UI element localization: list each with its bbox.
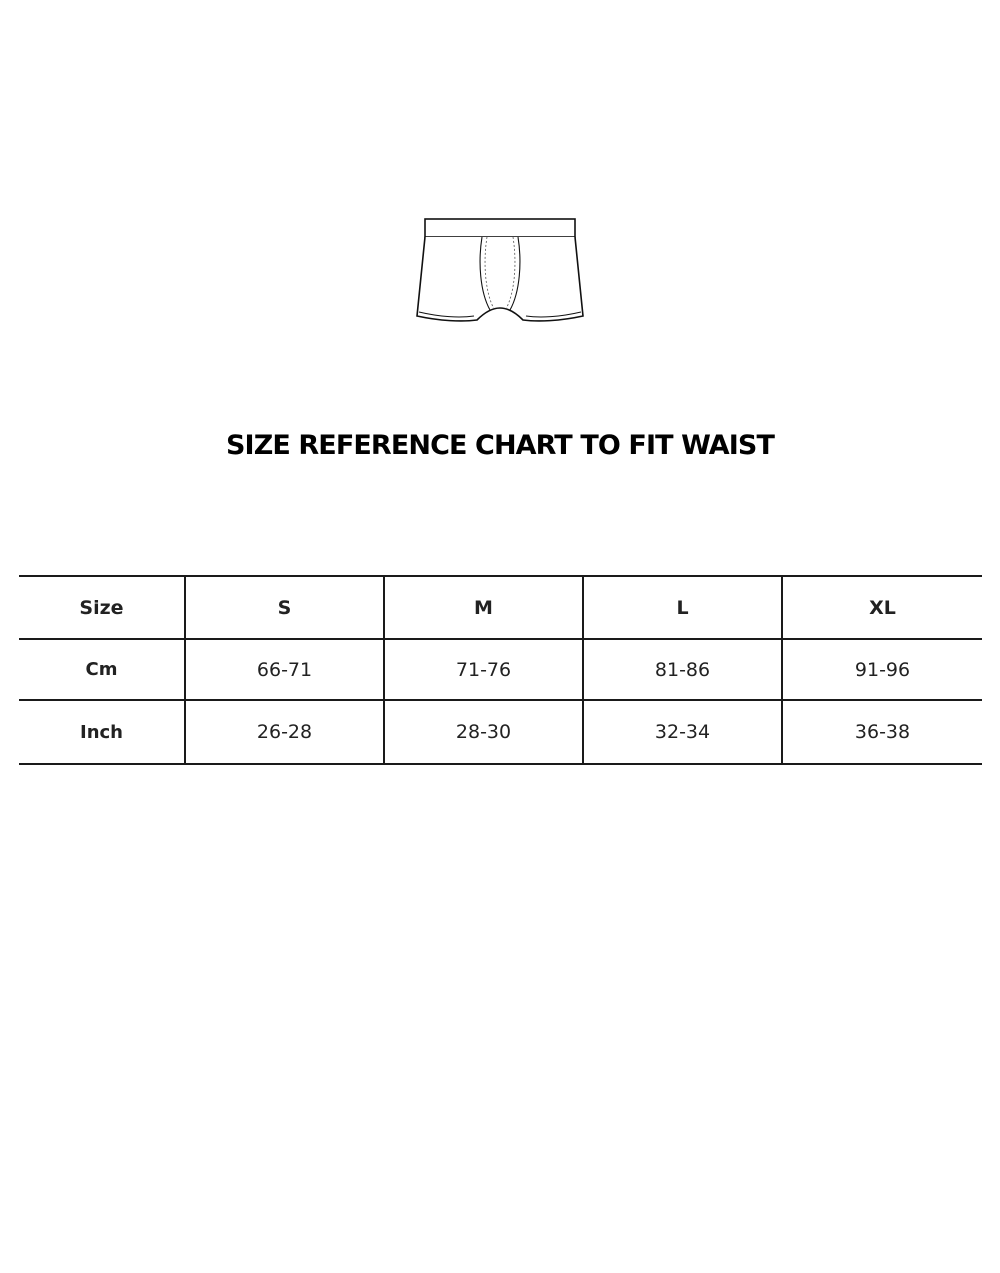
row-label-cm: Cm [19,639,185,700]
table-cell: 32-34 [583,700,782,764]
size-l-header: L [583,576,782,639]
table-row [19,639,982,700]
size-xl-header: XL [782,576,982,639]
table-cell: 26-28 [185,700,384,764]
table-cell: 28-30 [384,700,583,764]
table-cell: 71-76 [384,639,583,700]
row-label-size: Size [19,576,185,639]
table-cell: 66-71 [185,639,384,700]
table-cell: 91-96 [782,639,982,700]
table-header-row [19,576,982,639]
row-label-inch: Inch [19,700,185,764]
size-m-header: M [384,576,583,639]
table-cell: 36-38 [782,700,982,764]
boxer-briefs-icon [410,212,590,330]
page-title: SIZE REFERENCE CHART TO FIT WAIST [226,430,774,461]
table-cell: 81-86 [583,639,782,700]
size-chart-table [19,575,982,765]
size-s-header: S [185,576,384,639]
table-row [19,700,982,764]
